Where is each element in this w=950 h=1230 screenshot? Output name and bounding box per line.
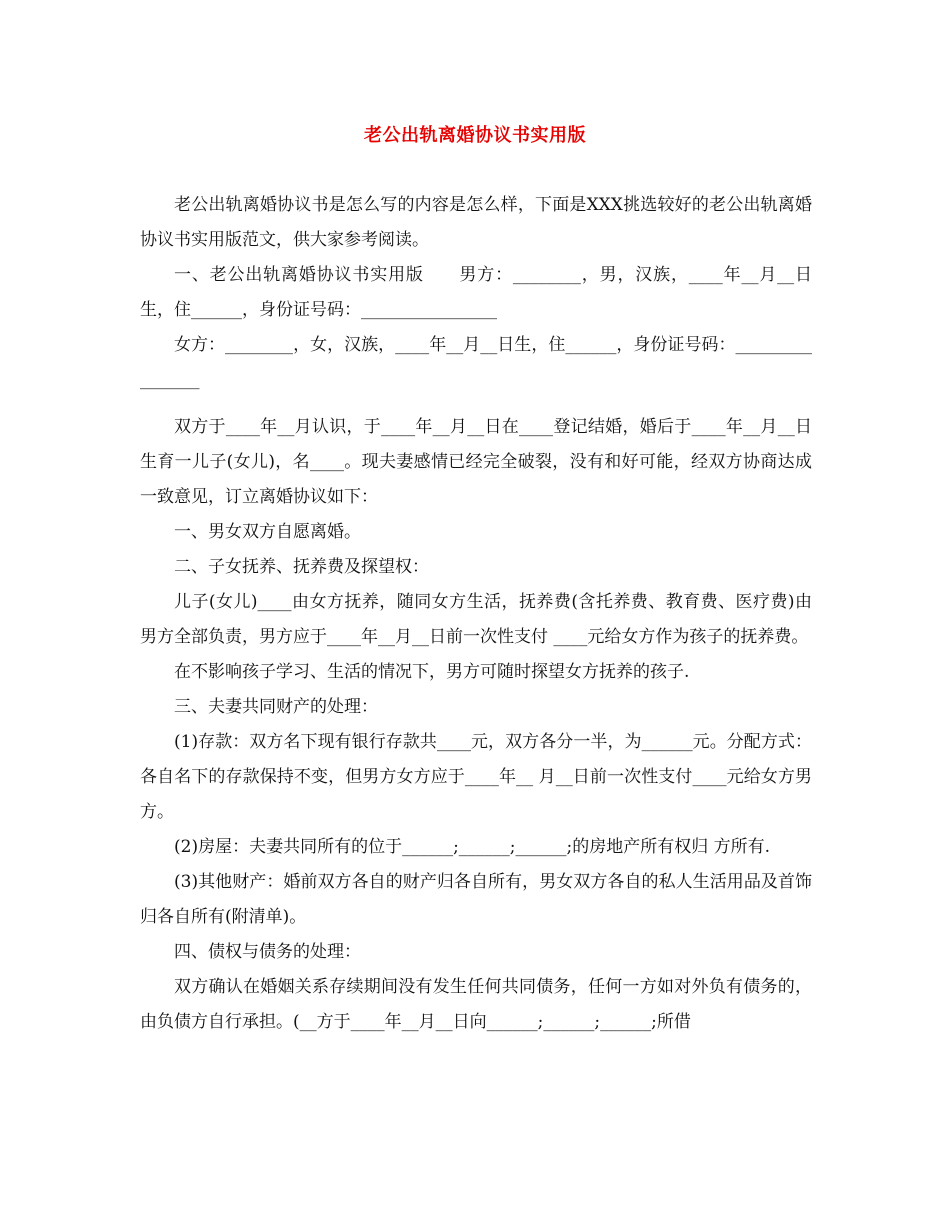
paragraph-clause-4-heading: 四、债权与债务的处理： bbox=[174, 942, 361, 962]
paragraph-other-property: (3)其他财产：婚前双方各自的财产归各自所有，男女双方各自的私人生活用品及首饰归各自所有(附清单)。 bbox=[140, 872, 812, 927]
paragraph-gap bbox=[140, 398, 812, 410]
paragraph-marriage-background: 双方于____年__月认识，于____年__月__日在____登记结婚，婚后于____年__月__日生育一儿子(女儿)，名____。现夫妻感情已经完全破裂，没有和好可能，经双方协商达成一致意见，订立离婚协议如下： bbox=[140, 417, 812, 507]
paragraph-clause-1: 一、男女双方自愿离婚。 bbox=[174, 522, 361, 542]
paragraph-intro: 老公出轨离婚协议书是怎么写的内容是怎么样，下面是XXX挑选较好的老公出轨离婚协议书实用版范文，供大家参考阅读。 bbox=[140, 195, 812, 250]
paragraph-house: (2)房屋：夫妻共同所有的位于______;______;______;的房地产所有权归 方所有. bbox=[174, 837, 771, 857]
document-title: 老公出轨离婚协议书实用版 bbox=[364, 125, 586, 146]
paragraph-clause-2-heading: 二、子女抚养、抚养费及探望权： bbox=[174, 557, 429, 577]
paragraph-wife-info: 女方：________，女，汉族，____年__月__日生，住______，身份证号码：________________ bbox=[140, 335, 812, 390]
paragraph-debts: 双方确认在婚姻关系存续期间没有发生任何共同债务，任何一方如对外负有债务的，由负债方自行承担。(__方于____年__月__日向______;______;______;所借 bbox=[140, 977, 812, 1032]
paragraph-clause-3-heading: 三、夫妻共同财产的处理： bbox=[174, 697, 378, 717]
paragraph-visitation: 在不影响孩子学习、生活的情况下，男方可随时探望女方抚养的孩子. bbox=[174, 662, 690, 682]
document-body bbox=[140, 188, 812, 1040]
paragraph-husband-info: 一、老公出轨离婚协议书实用版 男方：________，男，汉族，____年__月__日生，住______，身份证号码：________________ bbox=[140, 265, 812, 320]
paragraph-savings: (1)存款：双方名下现有银行存款共____元，双方各分一半，为______元。分配方式：各自名下的存款保持不变，但男方女方应于____年__ 月__日前一次性支付____元给女方男方。 bbox=[140, 732, 812, 822]
paragraph-child-custody: 儿子(女儿)____由女方抚养，随同女方生活，抚养费(含托养费、教育费、医疗费)由男方全部负责，男方应于____年__月__日前一次性支付 ____元给女方作为孩子的抚养费。 bbox=[140, 592, 812, 647]
